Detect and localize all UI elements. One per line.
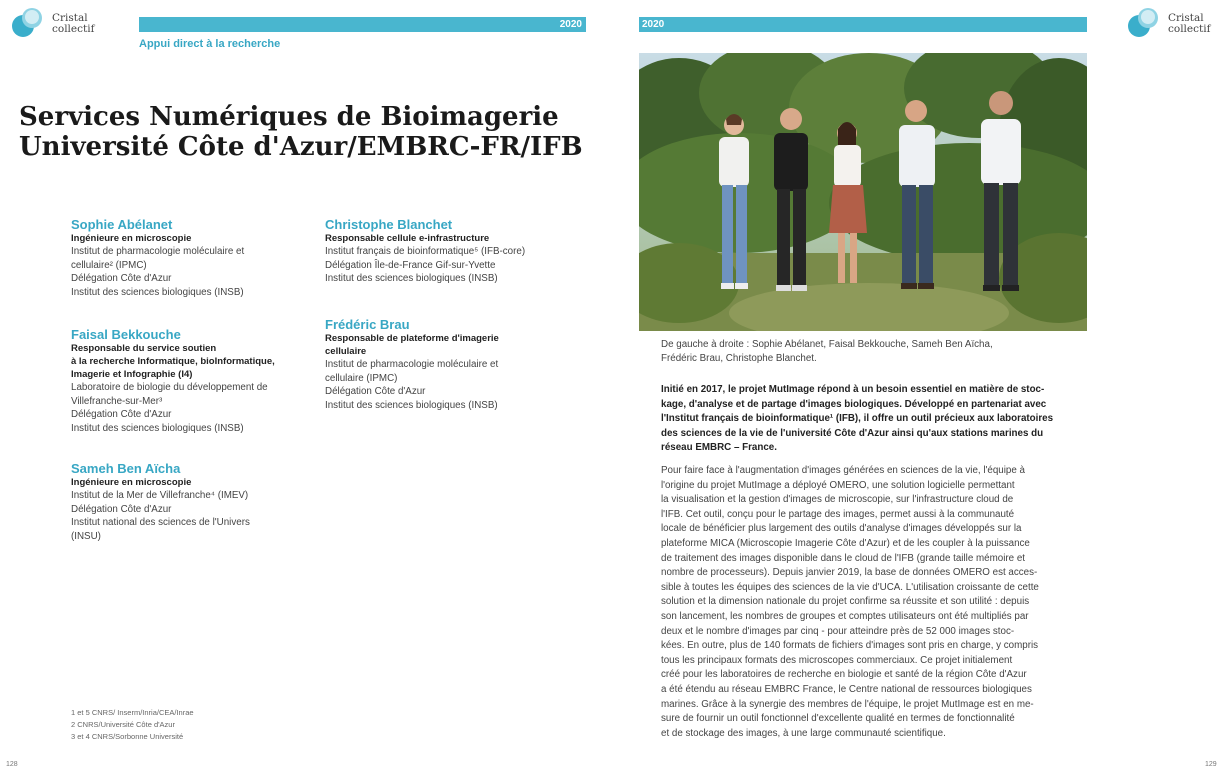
body-paragraph <box>661 464 1086 741</box>
brand-name-line1: Cristal <box>52 12 88 24</box>
footnotes <box>71 707 194 743</box>
year-label-right: 2020 <box>642 19 665 30</box>
person-detail: Laboratoire de biologie du développement de <box>71 382 268 393</box>
person-name: Faisal Bekkouche <box>71 327 181 342</box>
brand-logo <box>12 7 94 41</box>
person-detail: Délégation Île-de-France Gif-sur-Yvette <box>325 259 496 271</box>
caption-line: De gauche à droite : Sophie Abélanet, Faisal Bekkouche, Sameh Ben Aïcha, <box>661 339 993 350</box>
person-detail: Institut des sciences biologiques (INSB) <box>71 286 244 298</box>
person-detail: (INSU) <box>71 530 101 542</box>
person-name: Frédéric Brau <box>325 317 410 332</box>
body-line: solution et la dimension nationale du projet confirme sa réussite et son utilité : depuis <box>661 596 1030 608</box>
person-detail: Institut français de bioinformatique⁵ (IFB-core) <box>325 246 526 257</box>
intro-line: kage, d'analyse et de partage d'images biologiques. Développé en partenariat avec <box>661 398 1047 410</box>
person-card <box>71 461 311 543</box>
body-line: a été étendu au réseau EMBRC France, le Centre national de ressources biologiques <box>661 683 1032 695</box>
body-line: sure de fournir un outil fonctionnel d'excellente qualité en termes de fonctionnalité <box>661 713 1015 725</box>
footnote: 2 CNRS/Université Côte d'Azur <box>71 720 175 729</box>
page-number-right: 129 <box>1205 761 1217 768</box>
body-line: l'IFB. Cet outil, conçu pour le partage des images, permet aussi à la communauté <box>661 508 1015 520</box>
brand-name-line2: collectif <box>1168 23 1211 35</box>
person-role: Responsable cellule e-infrastructure <box>325 233 490 244</box>
year-label-left: 2020 <box>559 19 582 30</box>
section-title: Appui direct à la recherche <box>139 38 281 50</box>
body-line: la visualisation et la gestion d'images de microscopie, sur l'infrastructure cloud de <box>661 494 1014 506</box>
footnote: 3 et 4 CNRS/Sorbonne Université <box>71 732 184 741</box>
team-photo <box>639 53 1087 331</box>
person-detail: Délégation Côte d'Azur <box>325 386 426 397</box>
person-detail: Institut de pharmacologie moléculaire et <box>71 246 245 257</box>
brand-name-line1: Cristal <box>1168 12 1204 24</box>
person-detail: Villefranche-sur-Mer³ <box>71 395 163 407</box>
person-detail: Institut de la Mer de Villefranche⁴ (IMEV) <box>71 490 249 501</box>
person-role: Ingénieure en microscopie <box>71 233 192 244</box>
person-card <box>325 217 565 286</box>
person-role: à la recherche Informatique, bioInformatique, <box>71 356 275 367</box>
brand-name-line2: collectif <box>52 23 95 35</box>
person-role: Imagerie et Infographie (I4) <box>71 369 193 380</box>
caption-line: Frédéric Brau, Christophe Blanchet. <box>661 352 817 364</box>
body-line: plateforme MICA (Microscopie Imagerie Côte d'Azur) et de les coupler à la puissance <box>661 537 1030 549</box>
person-detail: Délégation Côte d'Azur <box>71 503 172 515</box>
body-line: nombre de processeurs). Depuis janvier 2019, la base de données OMERO est acces- <box>661 567 1038 579</box>
person-detail: cellulaire² (IPMC) <box>71 259 147 271</box>
person-detail: Institut national des sciences de l'Univers <box>71 517 250 528</box>
person-name: Sameh Ben Aïcha <box>71 461 181 476</box>
person-detail: Institut de pharmacologie moléculaire et <box>325 359 499 370</box>
body-line: de traitement des images disponible dans le cloud de l'IFB (grande taille mémoire et <box>661 552 1026 564</box>
year-bar-left <box>139 17 586 32</box>
body-line: kées. En outre, plus de 140 formats de fichiers d'images sont pris en charge, y compris <box>661 640 1039 652</box>
person-role: cellulaire <box>325 346 367 357</box>
body-line: son lancement, les nombres de groupes et comptes utilisateurs ont été multipliés par <box>661 610 1029 622</box>
body-line: marines. Grâce à la synergie des membres de l'équipe, le projet MutImage est en me- <box>661 698 1034 710</box>
team-photo-image <box>639 53 1087 331</box>
person-detail: cellulaire (IPMC) <box>325 372 398 384</box>
brand-logo-right <box>1128 7 1210 41</box>
photo-caption <box>661 338 1081 365</box>
body-line: locale de bénéficier plus largement des outils d'analyse d'images développés sur la <box>661 523 1022 535</box>
year-bar-right <box>639 17 1087 32</box>
person-detail: Institut des sciences biologiques (INSB) <box>325 273 498 284</box>
intro-line: réseau EMBRC – France. <box>661 442 777 453</box>
person-detail: Délégation Côte d'Azur <box>71 273 172 284</box>
logo-mark-icon <box>12 7 46 41</box>
person-detail: Délégation Côte d'Azur <box>71 409 172 420</box>
person-card <box>71 327 311 435</box>
person-name: Sophie Abélanet <box>71 217 173 232</box>
body-line: deux et le nombre d'images par cinq - pour atteindre près de 52 000 images stoc- <box>661 625 1015 637</box>
page-title-line2: Université Côte d'Azur/EMBRC-FR/IFB <box>19 132 583 162</box>
body-line: Pour faire face à l'augmentation d'images générées en sciences de la vie, l'équipe à <box>661 465 1025 476</box>
person-card <box>71 217 311 299</box>
footnote: 1 et 5 CNRS/ Inserm/Inria/CEA/Inrae <box>71 708 194 717</box>
person-detail: Institut des sciences biologiques (INSB) <box>325 399 498 411</box>
body-line: tous les principaux formats des microscopes commerciaux. Ce projet initialement <box>661 654 1013 666</box>
person-card <box>325 317 565 412</box>
person-name: Christophe Blanchet <box>325 217 453 232</box>
intro-line: des sciences de la vie de l'université Côte d'Azur ainsi qu'aux stations marines du <box>661 427 1044 439</box>
page-title <box>19 102 583 162</box>
body-line: l'origine du projet MutImage a déployé OMERO, une solution logicielle permettant <box>661 479 1015 491</box>
body-line: et de stockage des images, à une large communauté scientifique. <box>661 727 946 739</box>
intro-paragraph <box>661 383 1086 456</box>
page-number-left: 128 <box>6 761 18 768</box>
person-role: Responsable du service soutien <box>71 343 217 354</box>
body-line: créé pour les laboratoires de recherche en biologie et santé de la région Côte d'Azur <box>661 669 1027 681</box>
person-role: Ingénieure en microscopie <box>71 477 192 488</box>
logo-mark-icon <box>1128 7 1162 41</box>
person-detail: Institut des sciences biologiques (INSB) <box>71 422 244 434</box>
person-role: Responsable de plateforme d'imagerie <box>325 333 499 344</box>
intro-line: l'Institut français de bioinformatique¹ (IFB), il offre un outil précieux aux laboratoires <box>661 413 1054 424</box>
page-title-line1: Services Numériques de Bioimagerie <box>19 102 559 132</box>
intro-line: Initié en 2017, le projet MutImage répond à un besoin essentiel en matière de stoc- <box>661 384 1045 395</box>
body-line: sible à toutes les équipes des sciences de la vie d'UCA. L'utilisation croissante de cette <box>661 581 1039 593</box>
